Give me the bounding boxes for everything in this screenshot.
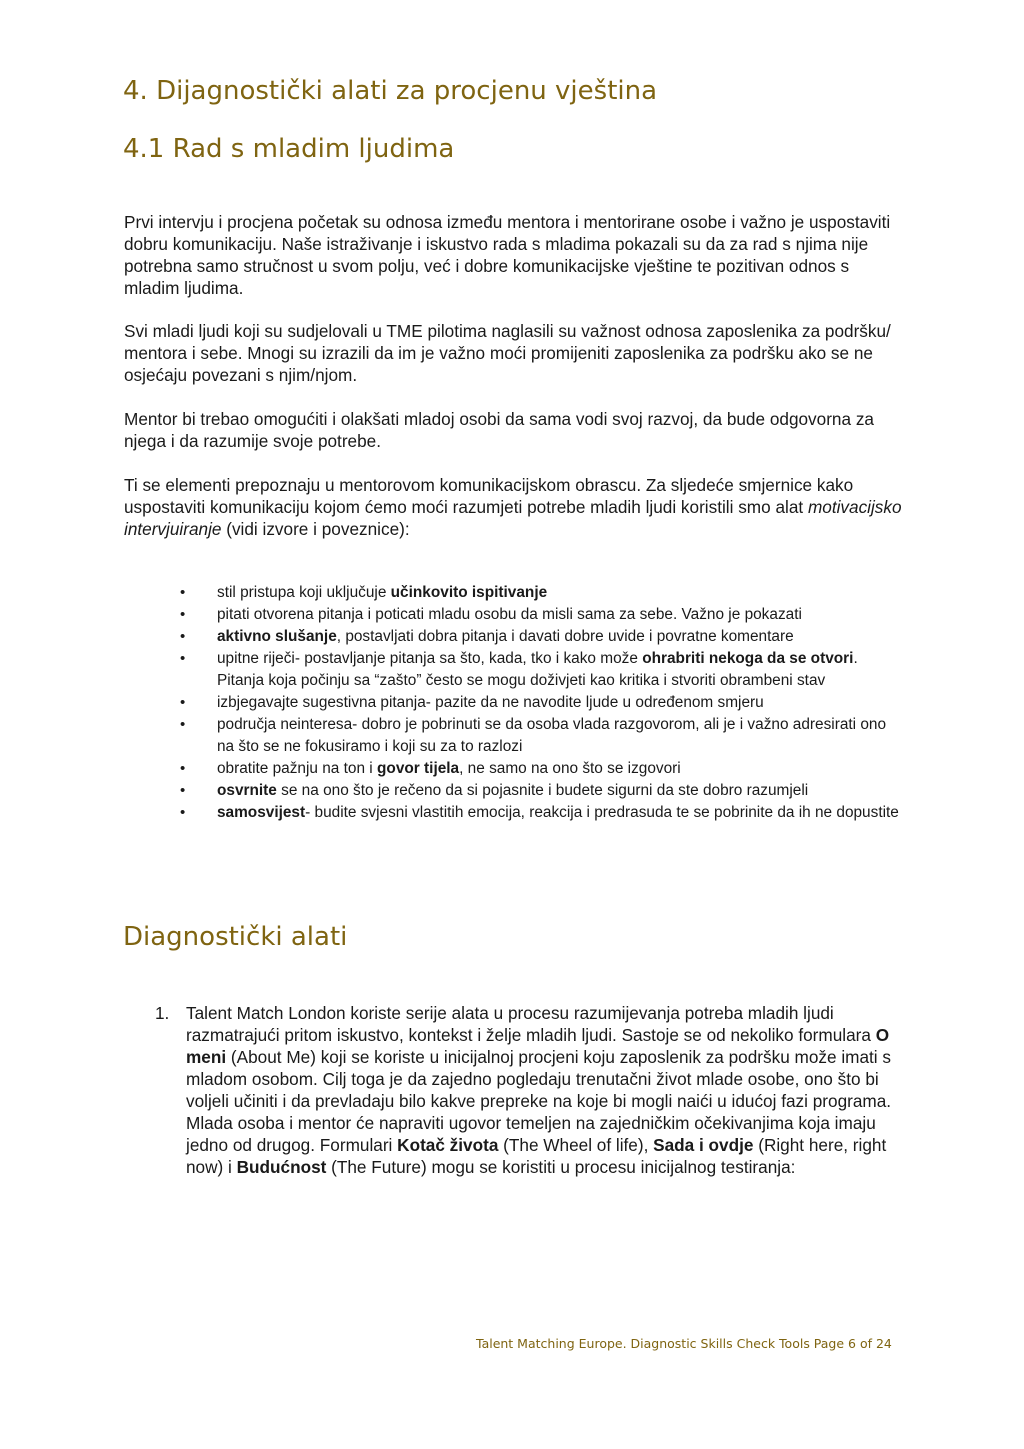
list-item: • osvrnite se na ono što je rečeno da si pojasnite i budete sigurni da ste dobro razumjeli: [180, 780, 900, 802]
list-item: • područja neinteresa- dobro je pobrinuti se da osoba vlada razgovorom, ali je i važno adresirati ono na što se ne fokusiramo i koji su za to razlozi: [180, 714, 900, 758]
list-item: • pitati otvorena pitanja i poticati mladu osobu da misli sama za sebe. Važno je pokazati: [180, 604, 900, 626]
motivational-interviewing-term: motivacijsko intervjuiranje: [124, 497, 902, 539]
list-item: • samosvijest- budite svjesni vlastitih emocija, reakcija i predrasuda te se pobrinite da ih ne dopustite: [180, 802, 900, 824]
subsection-heading: 4.1 Rad s mladim ljudima: [123, 134, 455, 164]
paragraph-tme: Svi mladi ljudi koji su sudjelovali u TME pilotima naglasili su važnost odnosa zaposlenika za podršku/ mentora i sebe. Mnogi su izrazili da im je važno moći promijeniti zaposlenika za podršku ako se ne osjećaju povezani s njim/njom.: [124, 321, 891, 385]
paragraph-elements: Ti se elementi prepoznaju u mentorovom komunikacijskom obrascu. Za sljedeće smjernice kako uspostaviti komunikaciju kojom ćemo moći razumjeti potrebe mladih ljudi koristili smo alat motivacijsko intervjuiranje (vidi izvore i poveznice):: [124, 475, 902, 539]
section-heading: 4. Dijagnostički alati za procjenu vještina: [123, 76, 658, 106]
list-item: • aktivno slušanje, postavljati dobra pitanja i davati dobre uvide i povratne komentare: [180, 626, 900, 648]
page-footer: Talent Matching Europe. Diagnostic Skills Check Tools Page 6 of 24: [476, 1336, 892, 1351]
tools-heading: Diagnostički alati: [123, 922, 348, 952]
list-item: • stil pristupa koji uključuje učinkovito ispitivanje: [180, 582, 900, 604]
list-item: • izbjegavajte sugestivna pitanja- pazite da ne navodite ljude u određenom smjeru: [180, 692, 900, 714]
list-item: • obratite pažnju na ton i govor tijela, ne samo na ono što se izgovori: [180, 758, 900, 780]
list-item: • upitne riječi- postavljanje pitanja sa što, kada, tko i kako može ohrabriti nekoga da se otvori. Pitanja koja počinju sa “zašto” često se mogu doživjeti kao kritika i stvoriti obrambeni stav: [180, 648, 900, 692]
tools-list: [155, 1002, 900, 1178]
paragraph-mentor: Mentor bi trebao omogućiti i olakšati mladoj osobi da sama vodi svoj razvoj, da bude odgovorna za njega i da razumije svoje potrebe.: [124, 409, 874, 451]
paragraph-intro: Prvi intervju i procjena početak su odnosa između mentora i mentorirane osobe i važno je uspostaviti dobru komunikaciju. Naše istraživanje i iskustvo rada s mladima pokazali su da za rad s njima nije potrebna samo stručnost u svom polju, već i dobre komunikacijske vještine te pozitivan odnos s mladim ljudima.: [124, 212, 891, 298]
guidelines-list: [180, 582, 900, 824]
list-item: 1. Talent Match London koriste serije alata u procesu razumijevanja potreba mladih ljudi razmatrajući pritom iskustvo, kontekst i želje mladih ljudi. Sastoje se od nekoliko formulara O meni (About Me) koji se koriste u inicijalnoj procjeni koju zaposlenik za podršku može imati s mladom osobom. Cilj toga je da zajedno pogledaju trenutačni život mlade osobe, ono što bi voljeli učiniti i da prevladaju bilo kakve prepreke na koje bi mogli naići u idućoj fazi programa. Mlada osoba i mentor će napraviti ugovor temeljen na zajedničkim očekivanjima koja imaju jedno od drugog. Formulari Kotač života (The Wheel of life), Sada i ovdje (Right here, right now) i Budućnost (The Future) mogu se koristiti u procesu inicijalnog testiranja:: [155, 1003, 892, 1177]
list-number: 1.: [155, 1003, 170, 1023]
